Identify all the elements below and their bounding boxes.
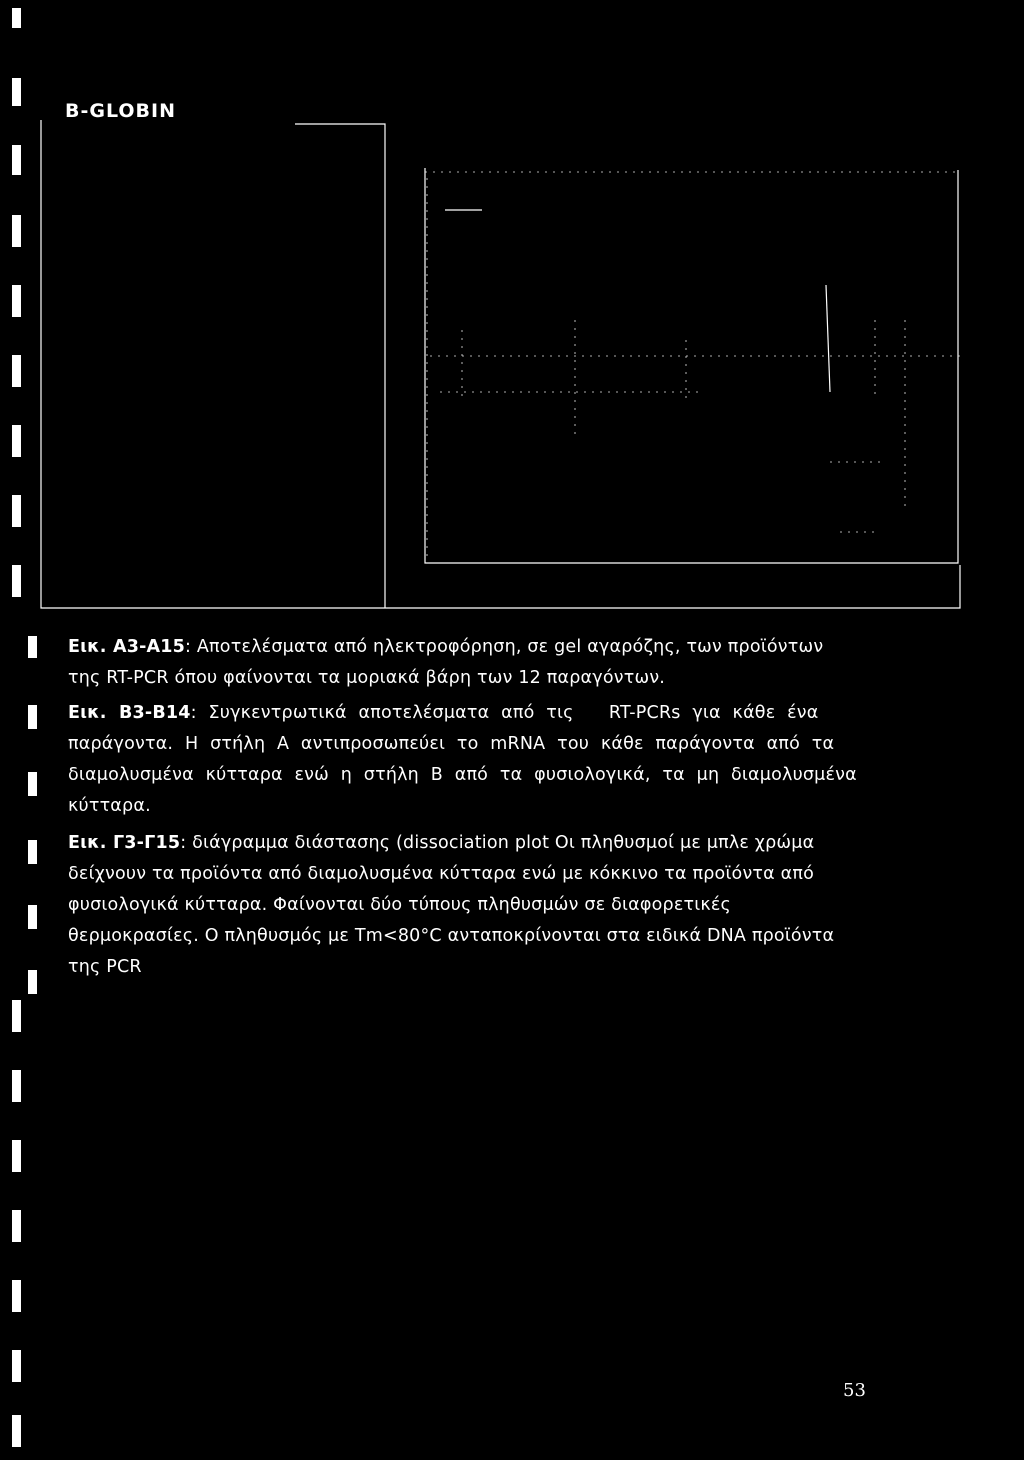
caption-line: φυσιολογικά κύτταρα. Φαίνονται δύο τύπους πληθυσμών σε διαφορετικές xyxy=(68,895,732,915)
paragraph-mark xyxy=(28,970,37,994)
caption-line: διαμολυσμένα κύτταρα ενώ η στήλη Β από τα φυσιολογικά, τα μη διαμολυσμένα xyxy=(68,765,857,785)
binder-bar xyxy=(12,1140,21,1172)
caption-line: Εικ. Α3-Α15: Αποτελέσματα από ηλεκτροφόρηση, σε gel αγαρόζης, των προϊόντων xyxy=(68,637,824,657)
binder-bar xyxy=(12,1070,21,1102)
caption-line: κύτταρα. xyxy=(68,796,151,816)
caption-line: Εικ. Γ3-Γ15: διάγραμμα διάστασης (dissociation plot Οι πληθυσμοί με μπλε χρώμα xyxy=(68,833,815,853)
caption-line: Εικ. Β3-Β14: Συγκεντρωτικά αποτελέσματα από τις RT-PCRs για κάθε ένα xyxy=(68,703,819,723)
binder-bar xyxy=(12,1210,21,1242)
caption-b xyxy=(68,698,868,822)
figure-title: B-GLOBIN xyxy=(65,100,176,122)
paragraph-mark xyxy=(28,772,37,796)
page-number: 53 xyxy=(843,1380,866,1401)
figure-panel xyxy=(0,0,1024,620)
caption-line: θερμοκρασίες. Ο πληθυσμός με Tm<80°C ανταποκρίνονται στα ειδικά DNA προϊόντα xyxy=(68,926,835,946)
binder-bar xyxy=(12,1280,21,1312)
caption-c xyxy=(68,828,868,983)
paragraph-mark xyxy=(28,636,37,658)
paragraph-mark xyxy=(28,840,37,864)
caption-a xyxy=(68,632,868,694)
caption-line: δείχνουν τα προϊόντα από διαμολυσμένα κύτταρα ενώ με κόκκινο τα προϊόντα από xyxy=(68,864,815,884)
paragraph-mark xyxy=(28,905,37,929)
figure-outer-frame xyxy=(41,120,960,608)
binder-bar xyxy=(12,1415,21,1447)
plot-peak-line xyxy=(826,285,830,392)
paragraph-mark xyxy=(28,705,37,729)
caption-label: Εικ. Α3-Α15 xyxy=(68,637,186,657)
captions xyxy=(68,632,868,983)
caption-line: της RT-PCR όπου φαίνονται τα μοριακά βάρη των 12 παραγόντων. xyxy=(68,668,666,688)
caption-label: Εικ. Β3-Β14 xyxy=(68,703,191,723)
binder-bar xyxy=(12,1350,21,1382)
caption-line: παράγοντα. Η στήλη Α αντιπροσωπεύει το mRNA του κάθε παράγοντα από τα xyxy=(68,734,835,754)
binder-bar xyxy=(12,1000,21,1032)
caption-label: Εικ. Γ3-Γ15 xyxy=(68,833,181,853)
caption-line: της PCR xyxy=(68,957,142,977)
plot-frame xyxy=(425,168,958,563)
gel-panel-frame xyxy=(295,124,385,608)
